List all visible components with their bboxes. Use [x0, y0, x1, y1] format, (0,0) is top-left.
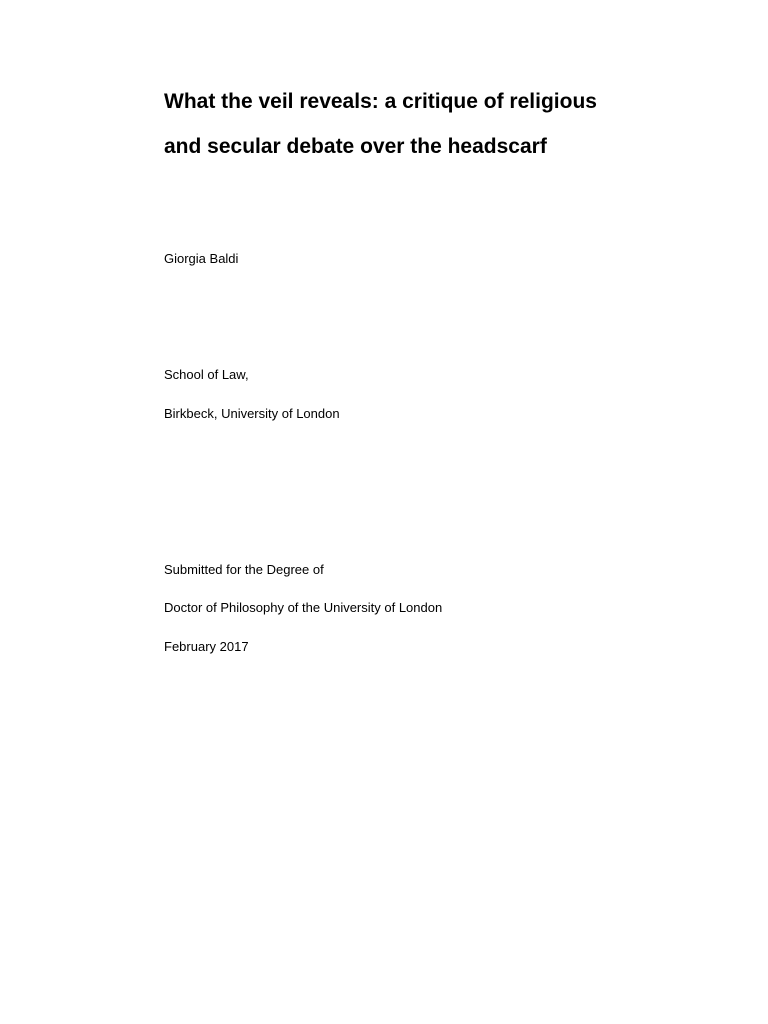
author-name: Giorgia Baldi — [164, 251, 239, 266]
thesis-title-line-1: What the veil reveals: a critique of religious — [164, 90, 597, 113]
submission-date: February 2017 — [164, 639, 249, 654]
degree-name: Doctor of Philosophy of the University of London — [164, 600, 443, 615]
institution-name: Birkbeck, University of London — [164, 406, 340, 421]
thesis-title-line-2: and secular debate over the headscarf — [164, 135, 547, 158]
school-name: School of Law, — [164, 367, 249, 382]
submission-statement: Submitted for the Degree of — [164, 562, 324, 577]
